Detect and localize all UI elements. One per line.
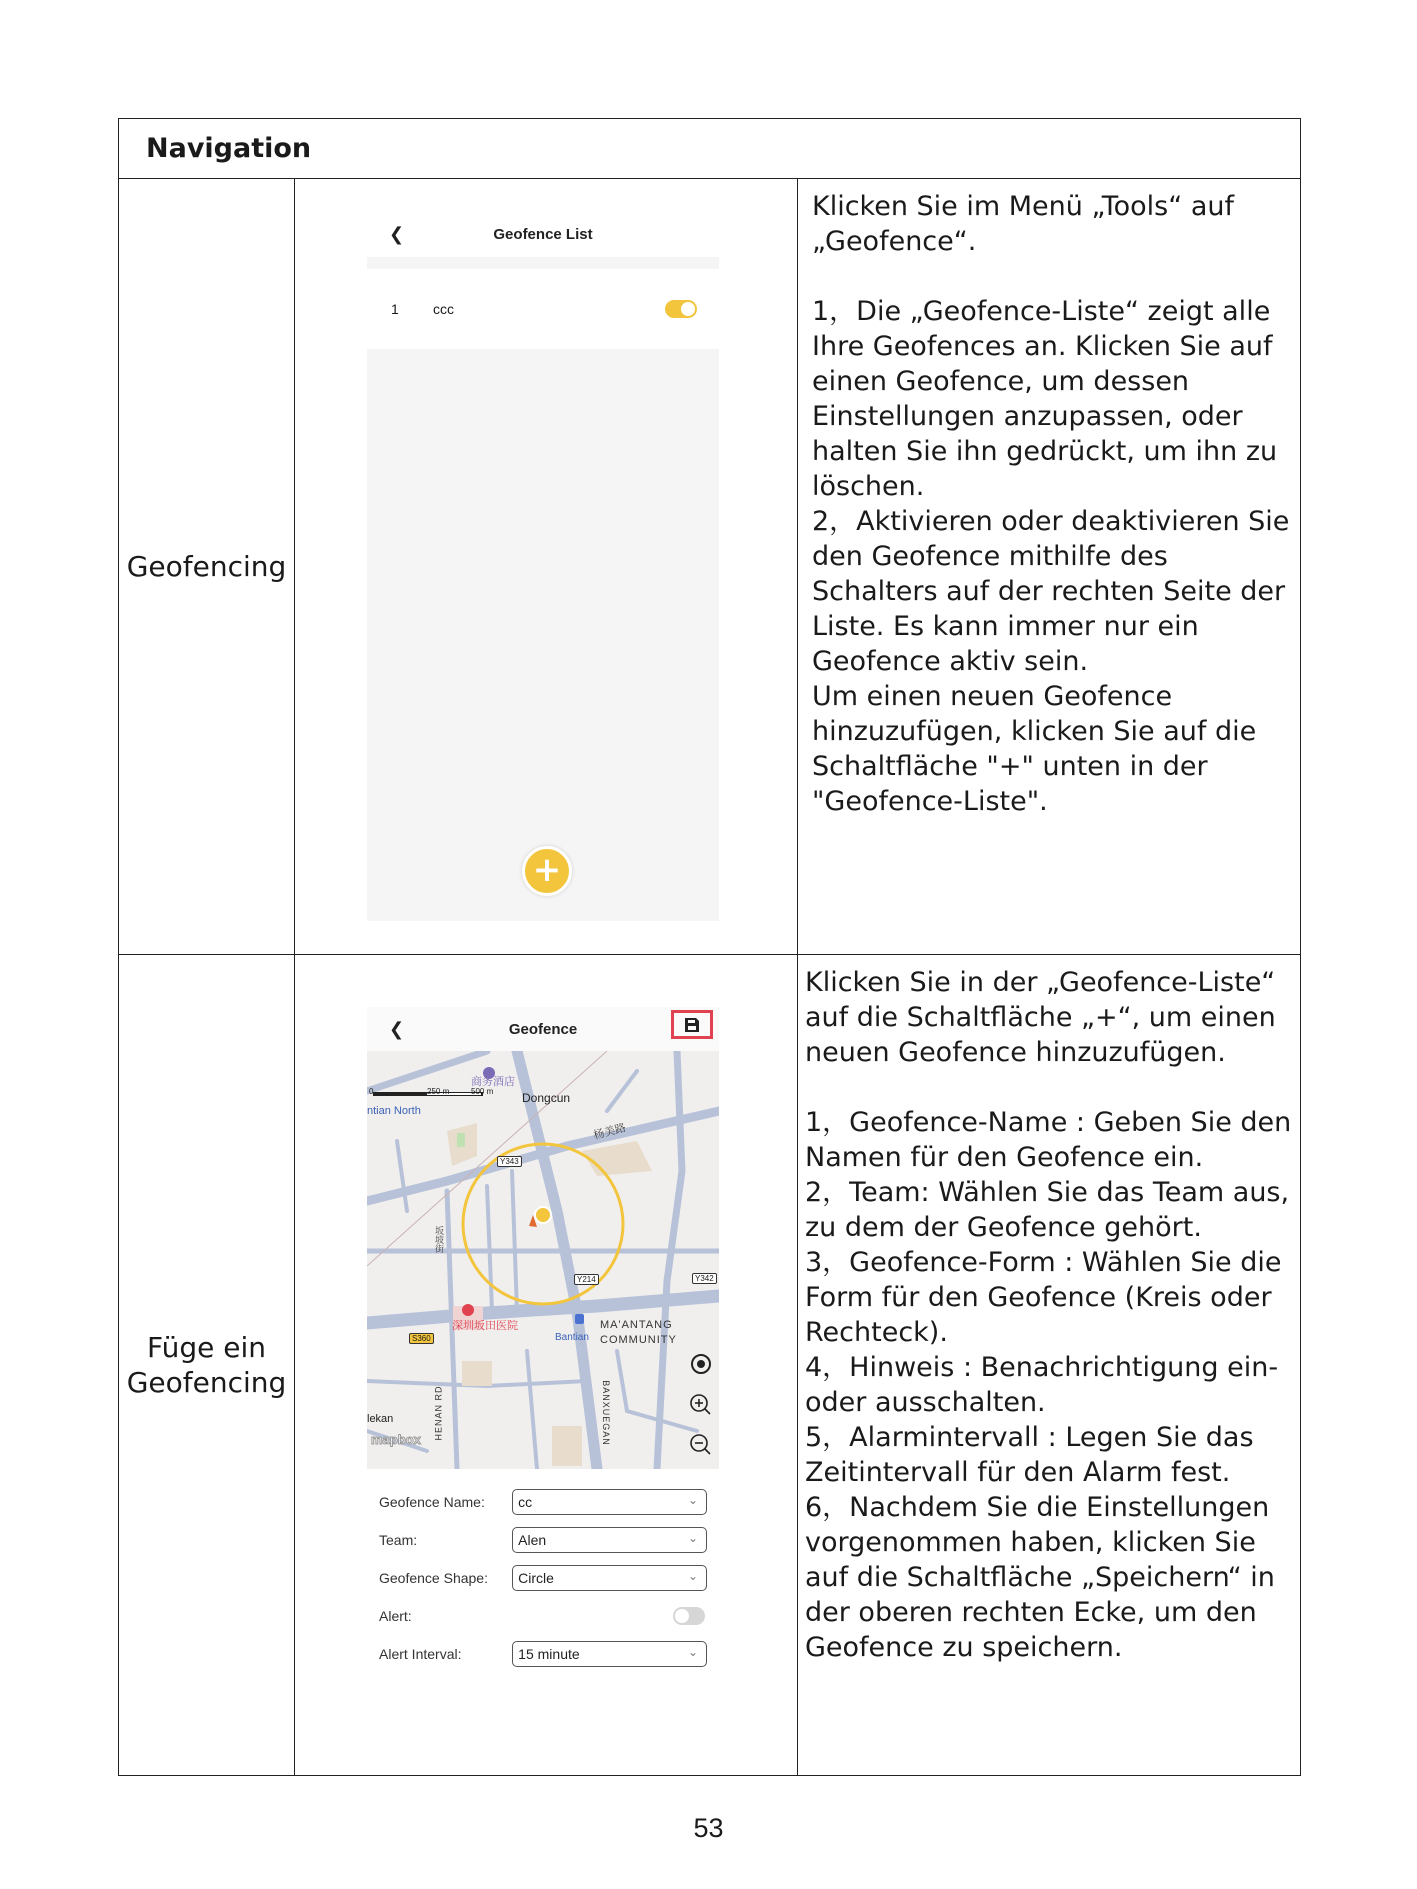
- chevron-down-icon: ⌄: [687, 1531, 698, 1545]
- zoom-in-icon: [691, 1395, 710, 1414]
- map-label: 杨美路: [592, 1121, 628, 1143]
- description-text: 5，Alarmintervall : Legen Sie das Zeitintervall für den Alarm fest.: [805, 1422, 1254, 1488]
- scale-label: 250 m: [427, 1087, 450, 1096]
- map-label: 坂坡街: [434, 1226, 444, 1253]
- road-badge: Y342: [692, 1273, 717, 1284]
- description-cell: [798, 955, 1300, 1775]
- field-label: Geofence Shape:: [379, 1570, 488, 1586]
- app-header: [367, 211, 719, 257]
- item-name: ccc: [433, 301, 454, 317]
- description-text: 1，Die „Geofence-Liste“ zeigt alle Ihre Geofences an. Klicken Sie auf einen Geofence, um dessen Einstellungen anzupassen, oder halten Sie ihn gedrückt, um ihn zu löschen.: [812, 296, 1278, 502]
- row-label: Geofencing: [119, 179, 295, 954]
- description-text: 6，Nachdem Sie die Einstellungen vorgenommen haben, klicken Sie auf die Schaltfläche „Speichern“ in der oberen rechten Ecke, um den Geofence zu speichern.: [805, 1492, 1275, 1663]
- scale-label: 0: [369, 1087, 374, 1096]
- chevron-left-icon[interactable]: ❮: [389, 1018, 405, 1040]
- chevron-down-icon: ⌄: [687, 1569, 698, 1583]
- form-row-team: [379, 1521, 707, 1559]
- geofence-toggle[interactable]: [665, 300, 697, 318]
- description-text: 3，Geofence-Form : Wählen Sie die Form für den Geofence (Kreis oder Rechteck).: [805, 1247, 1282, 1348]
- road-badge: Y343: [497, 1156, 522, 1167]
- description-text: Klicken Sie im Menü „Tools“ auf „Geofence“.: [812, 191, 1234, 257]
- zoom-out-icon: [691, 1435, 710, 1454]
- map-label: COMMUNITY: [600, 1334, 677, 1346]
- description-text: Klicken Sie in der „Geofence-Liste“ auf die Schaltfläche „+“, um einen neuen Geofence hinzuzufügen.: [805, 967, 1276, 1068]
- map-label: Dongcun: [522, 1091, 571, 1105]
- mapbox-logo[interactable]: mapbox: [371, 1432, 421, 1447]
- geofence-edit-screen: [367, 1007, 719, 1727]
- map-label: 深圳坂田医院: [452, 1320, 518, 1332]
- map-label: ntian North: [367, 1105, 421, 1117]
- geofence-form: [367, 1469, 719, 1673]
- geofence-name-field[interactable]: [512, 1489, 707, 1515]
- road-badge: Y214: [574, 1274, 599, 1285]
- map-label: 商务酒店: [471, 1076, 515, 1088]
- chevron-left-icon[interactable]: ❮: [389, 223, 405, 245]
- description-text: 1，Geofence-Name : Geben Sie den Namen für den Geofence ein.: [805, 1107, 1292, 1173]
- screen-title: Geofence: [508, 1020, 578, 1038]
- geofence-center-marker: [535, 1207, 551, 1223]
- team-select[interactable]: [512, 1527, 707, 1553]
- toggle-knob: [675, 1609, 689, 1623]
- map-label: HENAN RD: [433, 1385, 444, 1441]
- field-value: Circle: [518, 1570, 554, 1586]
- form-row-name: [379, 1483, 707, 1521]
- screenshot-cell: [295, 179, 798, 954]
- toggle-knob: [681, 302, 695, 316]
- chevron-down-icon: ⌄: [687, 1493, 698, 1507]
- form-row-shape: [379, 1559, 707, 1597]
- alert-interval-select[interactable]: [512, 1641, 707, 1667]
- description-text: 2，Team: Wählen Sie das Team aus, zu dem der Geofence gehört.: [805, 1177, 1290, 1243]
- field-label: Geofence Name:: [379, 1494, 485, 1510]
- field-label: Alert:: [379, 1608, 412, 1624]
- item-index: 1: [391, 301, 399, 317]
- field-value: Alen: [518, 1532, 547, 1548]
- save-icon: [684, 1017, 700, 1033]
- road-badge: S360: [409, 1333, 434, 1344]
- map-label: MA'ANTANG: [600, 1319, 673, 1331]
- scale-label: 500 m: [471, 1087, 494, 1096]
- table-header: Navigation: [119, 119, 1300, 179]
- map-label: Bantian: [555, 1332, 589, 1343]
- plus-icon[interactable]: +: [522, 846, 572, 896]
- field-label: Team:: [379, 1532, 418, 1548]
- description-text: Um einen neuen Geofence hinzuzufügen, klicken Sie auf die Schaltfläche "+" unten in der "Geofence-Liste".: [812, 681, 1257, 817]
- list-item[interactable]: [367, 269, 719, 349]
- chevron-down-icon: ⌄: [687, 1645, 698, 1659]
- hospital-icon: [462, 1304, 474, 1316]
- geofence-list-screen: [367, 211, 719, 921]
- field-label: Alert Interval:: [379, 1646, 462, 1662]
- metro-icon: [575, 1314, 584, 1324]
- screen-title: Geofence List: [493, 225, 593, 243]
- map-label: lekan: [367, 1413, 394, 1425]
- navigation-table: [118, 118, 1301, 1776]
- table-row-geofencing: [119, 179, 1300, 955]
- field-value: cc: [518, 1494, 533, 1510]
- map-label: BANXUEGAN: [600, 1380, 611, 1446]
- row-label: Füge ein Geofencing: [119, 955, 295, 1775]
- page-number: 53: [693, 1813, 724, 1843]
- screenshot-cell: [295, 955, 798, 1775]
- shape-select[interactable]: [512, 1565, 707, 1591]
- my-location-icon: [692, 1355, 710, 1373]
- field-value: 15 minute: [518, 1646, 580, 1662]
- table-row-add-geofence: [119, 955, 1300, 1775]
- app-header: [367, 1007, 719, 1051]
- description-cell: [798, 179, 1300, 954]
- alert-toggle[interactable]: [673, 1607, 705, 1625]
- form-row-alert: [379, 1597, 707, 1635]
- save-button[interactable]: [671, 1010, 713, 1039]
- form-row-interval: [379, 1635, 707, 1673]
- description-text: 4，Hinweis : Benachrichtigung ein- oder ausschalten.: [805, 1352, 1279, 1418]
- map-view[interactable]: [367, 1051, 719, 1469]
- description-text: 2，Aktivieren oder deaktivieren Sie den Geofence mithilfe des Schalters auf der rechten Seite der Liste. Es kann immer nur ein Geofence aktiv sein.: [812, 506, 1290, 677]
